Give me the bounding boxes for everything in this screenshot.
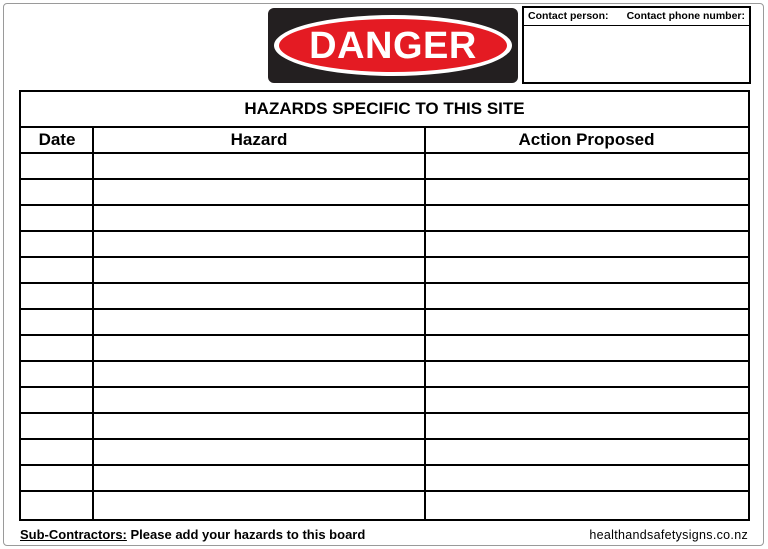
column-divider xyxy=(424,128,426,519)
contact-person-label: Contact person: xyxy=(528,10,609,22)
footer-instruction xyxy=(20,527,365,542)
danger-header-panel xyxy=(268,8,518,83)
table-row xyxy=(21,440,748,466)
table-title: HAZARDS SPECIFIC TO THIS SITE xyxy=(21,92,748,128)
table-row xyxy=(21,310,748,336)
table-row xyxy=(21,466,748,492)
contact-labels xyxy=(524,8,749,22)
column-divider xyxy=(92,128,94,519)
contact-phone-label: Contact phone number: xyxy=(626,10,745,22)
table-row xyxy=(21,414,748,440)
table-row xyxy=(21,388,748,414)
website-text: healthandsafetysigns.co.nz xyxy=(589,528,748,542)
table-body xyxy=(21,154,748,519)
column-header-date: Date xyxy=(21,128,93,154)
contact-divider xyxy=(524,25,749,26)
contact-box xyxy=(522,6,751,84)
column-header-hazard: Hazard xyxy=(93,128,425,154)
table-row xyxy=(21,492,748,518)
danger-oval xyxy=(279,19,507,72)
danger-oval-outline xyxy=(274,15,512,76)
instruction-text: Please add your hazards to this board xyxy=(130,527,366,542)
table-row xyxy=(21,258,748,284)
table-row xyxy=(21,284,748,310)
column-header-action: Action Proposed xyxy=(425,128,748,154)
subcontractors-label: Sub-Contractors: xyxy=(20,527,127,542)
table-row xyxy=(21,362,748,388)
table-row xyxy=(21,232,748,258)
table-row xyxy=(21,180,748,206)
hazards-table xyxy=(19,90,750,521)
table-row xyxy=(21,154,748,180)
table-row xyxy=(21,206,748,232)
table-row xyxy=(21,336,748,362)
danger-label: DANGER xyxy=(309,24,477,67)
